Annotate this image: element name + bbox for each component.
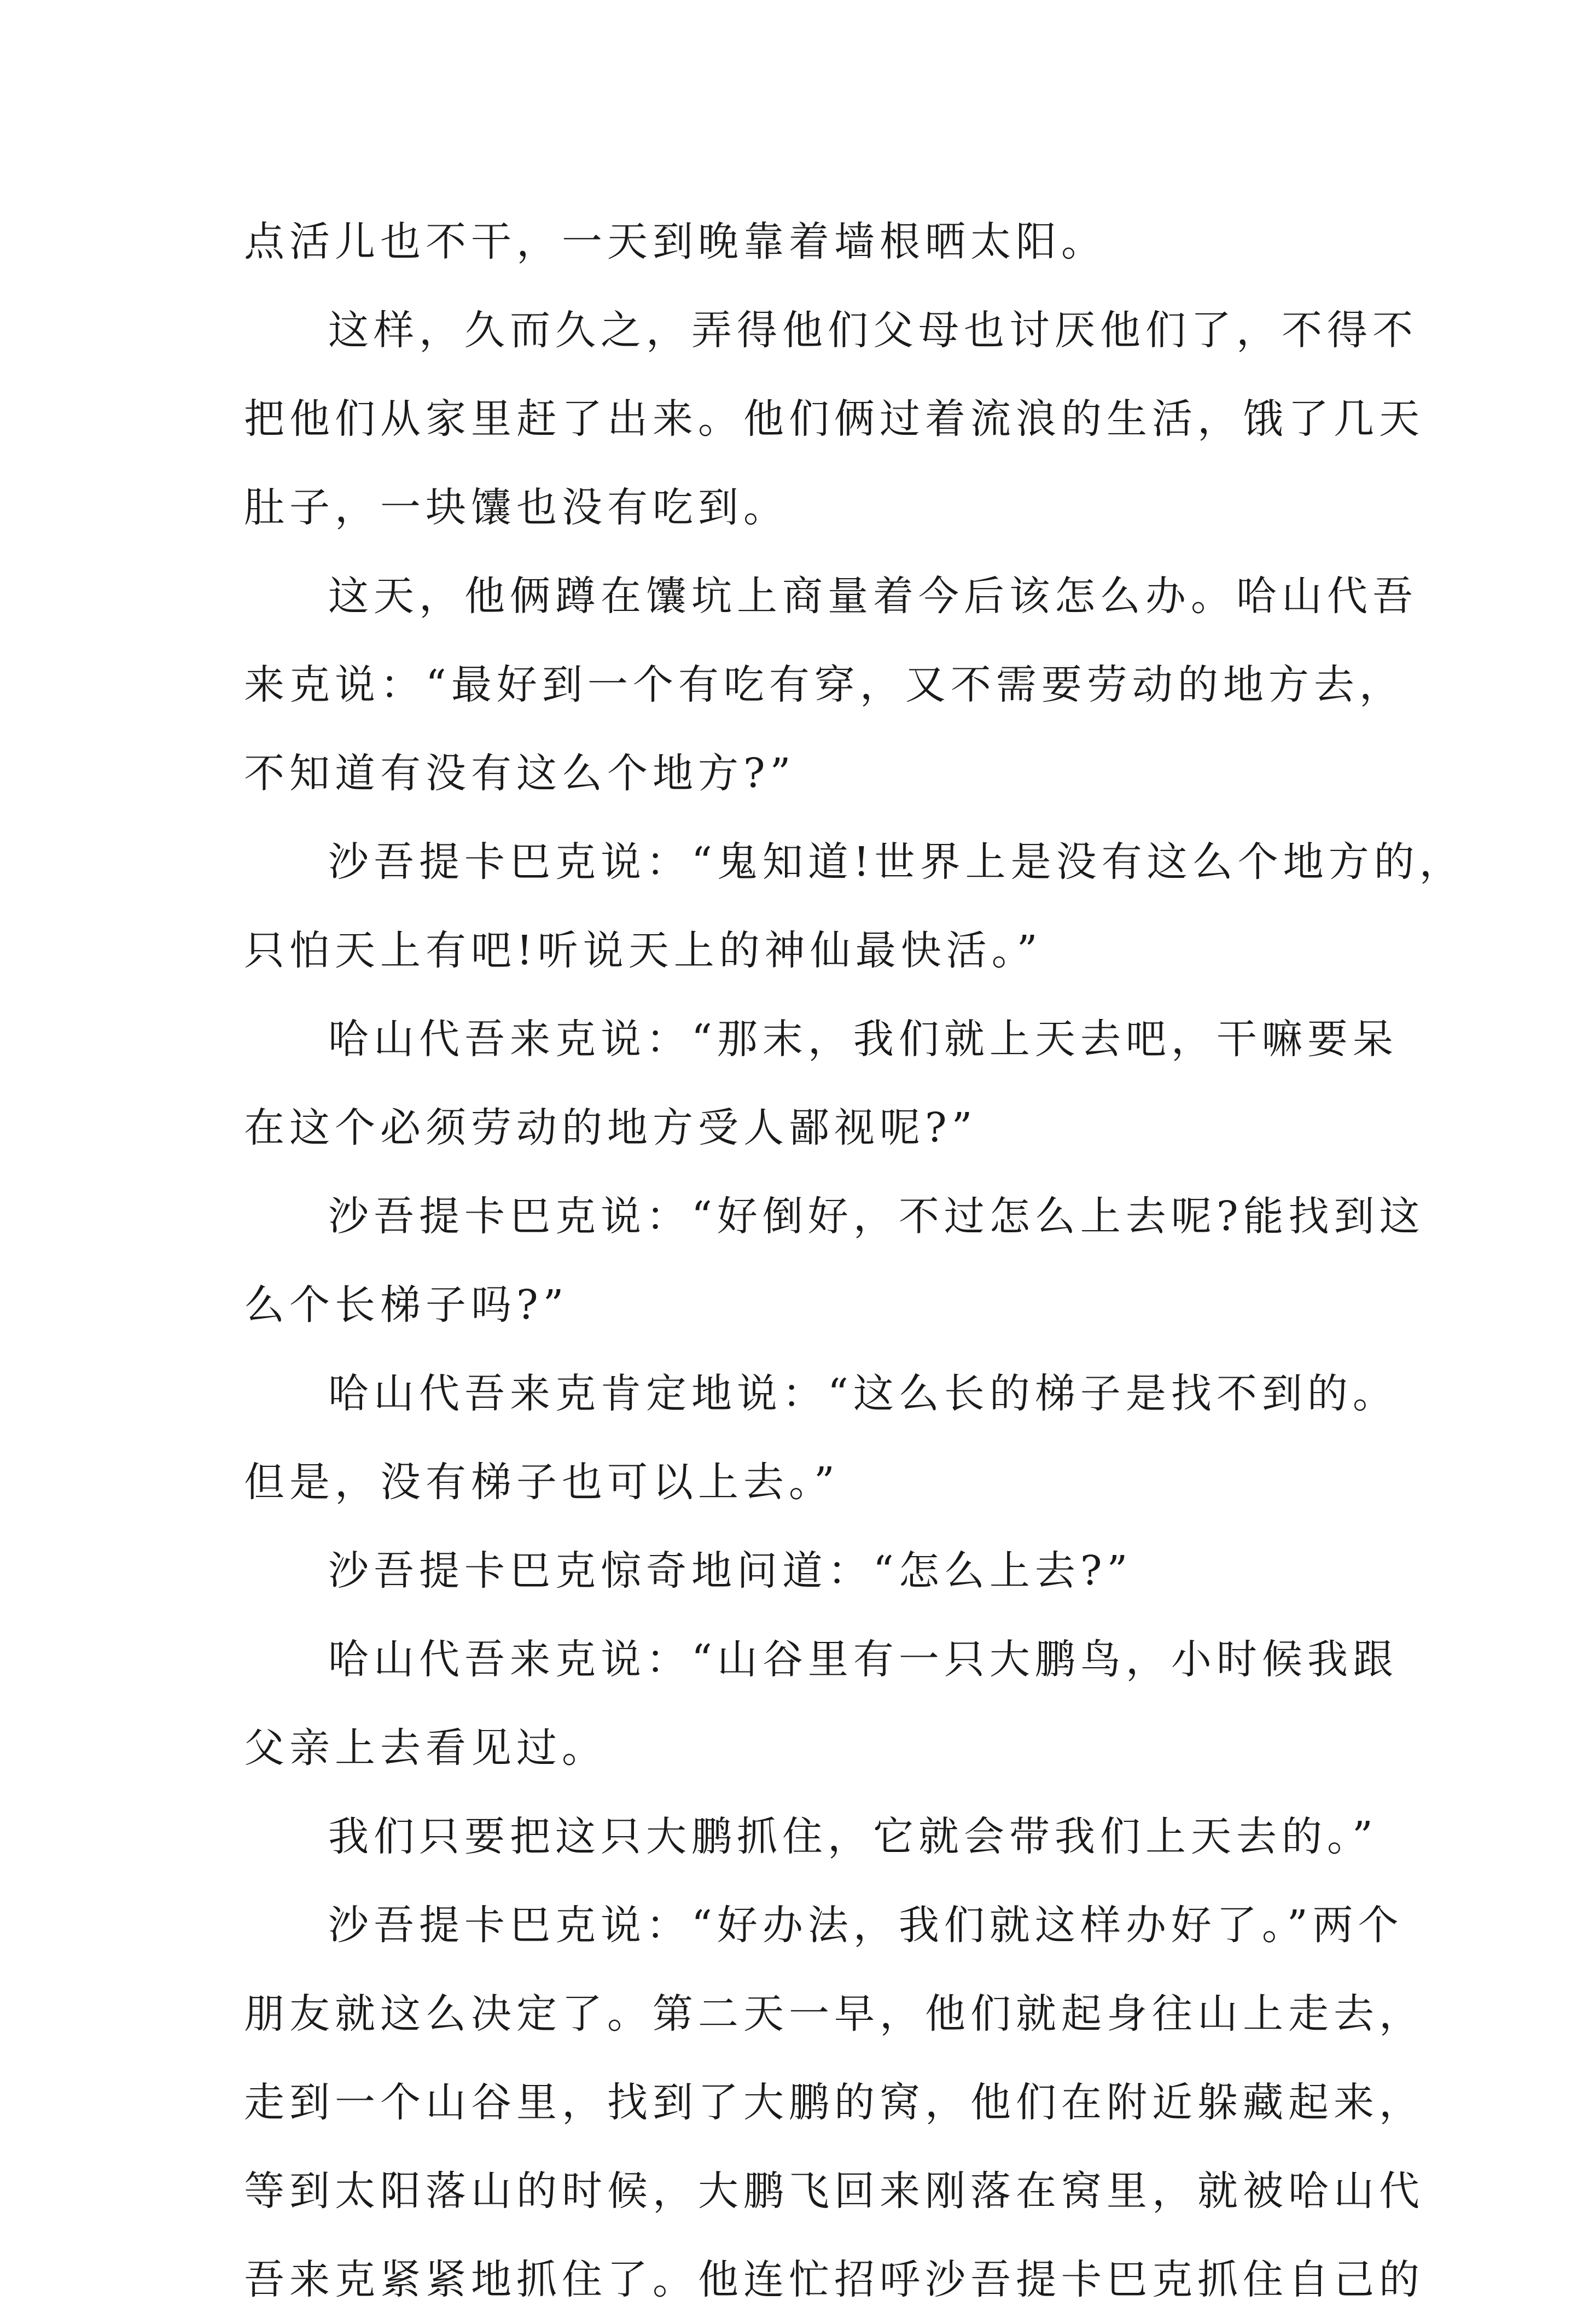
text-line: 来克说：“最好到一个有吃有穿，又不需要劳动的地方去， xyxy=(244,661,1405,708)
text-line: 哈山代吾来克说：“山谷里有一只大鹏鸟，小时候我跟 xyxy=(328,1636,1398,1683)
text-line: 但是，没有梯子也可以上去。” xyxy=(244,1459,840,1506)
text-line: 父亲上去看见过。 xyxy=(244,1725,607,1772)
text-line: 肚子，一块馕也没有吃到。 xyxy=(244,484,789,531)
text-line: 朋友就这么决定了。第二天一早，他们就起身往山上走去， xyxy=(244,1990,1424,2037)
text-line: 走到一个山谷里，找到了大鹏的窝，他们在附近躲藏起来， xyxy=(244,2079,1424,2126)
text-line: 只怕天上有吧!听说天上的神仙最快活。” xyxy=(244,927,1043,974)
text-line: 在这个必须劳动的地方受人鄙视呢?” xyxy=(244,1104,977,1151)
text-line: 哈山代吾来克说：“那末，我们就上天去吧，干嘛要呆 xyxy=(328,1016,1398,1063)
text-line: 这样，久而久之，弄得他们父母也讨厌他们了，不得不 xyxy=(328,307,1418,354)
story-text xyxy=(244,197,1465,2324)
text-line: 沙吾提卡巴克说：“好倒好，不过怎么上去呢?能找到这 xyxy=(328,1193,1425,1240)
text-line: 等到太阳落山的时候，大鹏飞回来刚落在窝里，就被哈山代 xyxy=(244,2168,1424,2215)
text-line: 么个长梯子吗?” xyxy=(244,1282,569,1329)
text-line: 哈山代吾来克肯定地说：“这么长的梯子是找不到的。 xyxy=(328,1370,1398,1417)
text-line: 点活儿也不干，一天到晚靠着墙根晒太阳。 xyxy=(244,218,1107,265)
text-line: 不知道有没有这么个地方?” xyxy=(244,750,796,797)
text-line: 沙吾提卡巴克说：“好办法，我们就这样办好了。”两个 xyxy=(328,1902,1404,1949)
text-line: 这天，他俩蹲在馕坑上商量着今后该怎么办。哈山代吾 xyxy=(328,573,1418,620)
text-line: 吾来克紧紧地抓住了。他连忙招呼沙吾提卡巴克抓住自己的 xyxy=(244,2256,1424,2303)
text-line: 我们只要把这只大鹏抓住，它就会带我们上天去的。” xyxy=(328,1813,1378,1860)
text-line: 把他们从家里赶了出来。他们俩过着流浪的生活，饿了几天 xyxy=(244,395,1424,442)
text-line: 沙吾提卡巴克惊奇地问道：“怎么上去?” xyxy=(328,1547,1133,1594)
text-line: 沙吾提卡巴克说：“鬼知道!世界上是没有这么个地方的， xyxy=(328,838,1465,886)
